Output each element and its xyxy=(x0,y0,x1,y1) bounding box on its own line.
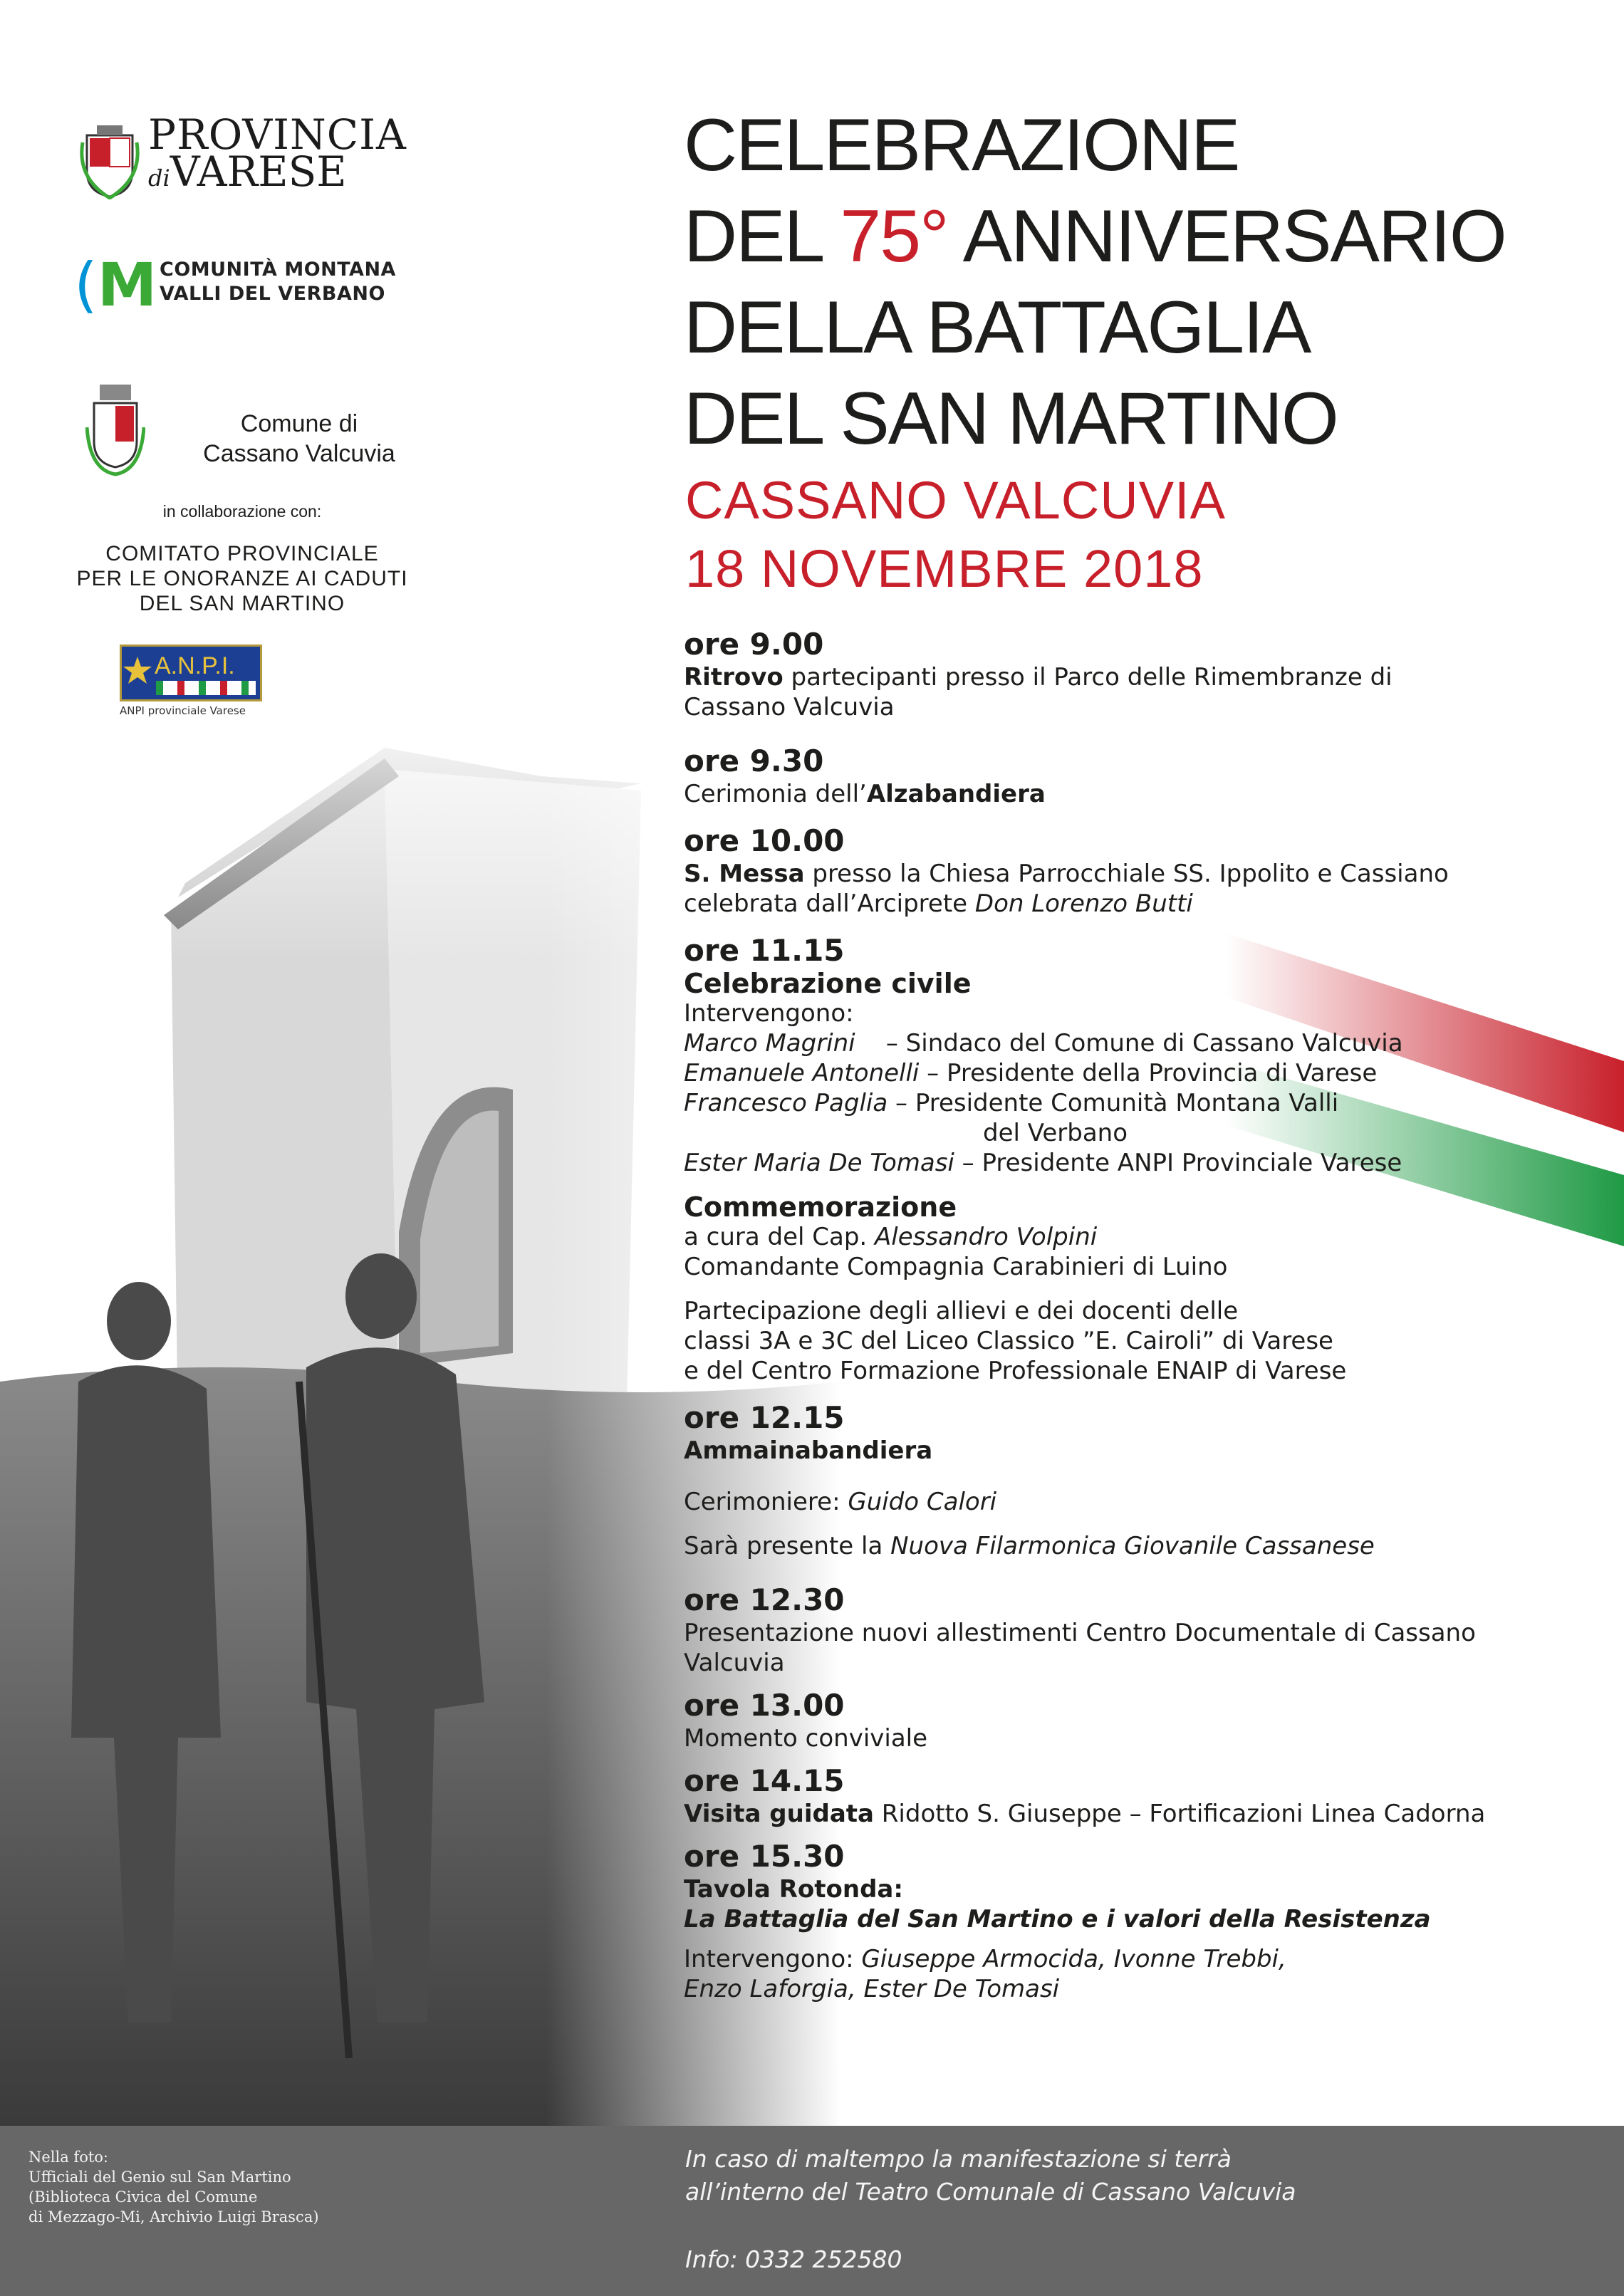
footer-band xyxy=(0,2126,1624,2296)
ritrovo-text: partecipanti presso il Parco delle Rimembranze di xyxy=(783,663,1393,692)
filarmonica xyxy=(684,1531,1560,1561)
comitato-name xyxy=(50,541,434,616)
speaker-4-role: – Presidente ANPI Provinciale Varese xyxy=(954,1149,1402,1177)
tavola-speakers-2: Enzo Laforgia, Ester De Tomasi xyxy=(684,1975,1060,2003)
partecipazione xyxy=(684,1296,1560,1386)
cm-line1: COMUNITÀ MONTANA xyxy=(160,259,396,281)
program-item-1115 xyxy=(684,933,1560,1178)
title-line2-a: DEL xyxy=(684,195,840,278)
program-item-1215 xyxy=(684,1400,1560,1466)
comitato-line3: DEL SAN MARTINO xyxy=(139,592,345,615)
comitato-line1: COMITATO PROVINCIALE xyxy=(105,542,379,565)
time-1230: ore 12.30 xyxy=(684,1582,845,1617)
cerimoniere-label: Cerimoniere: xyxy=(684,1488,848,1516)
cerimonia-text: Cerimonia dell’ xyxy=(684,780,867,808)
caption-line4: di Mezzago-Mi, Archivio Luigi Brasca) xyxy=(28,2208,319,2225)
commemorazione-name: Alessandro Volpini xyxy=(875,1223,1098,1251)
provincia-di: di xyxy=(148,165,170,192)
cerimoniere-name: Guido Calori xyxy=(848,1488,997,1516)
provincia-varese: VARESE xyxy=(170,147,347,196)
commemorazione-text: a cura del Cap. xyxy=(684,1223,875,1251)
anpi-text: A.N.P.I. xyxy=(155,652,235,679)
program-item-1300 xyxy=(684,1688,1560,1753)
time-0900: ore 9.00 xyxy=(684,627,824,662)
anpi-logo xyxy=(120,645,269,724)
comunita-montana-logo xyxy=(74,250,409,320)
intervengono-label: Intervengono: xyxy=(684,999,854,1028)
photo-caption xyxy=(28,2147,319,2227)
presentazione-line2: Valcuvia xyxy=(684,1649,785,1677)
program-item-1230 xyxy=(684,1582,1560,1678)
comitato-line2: PER LE ONORANZE AI CADUTI xyxy=(76,567,408,590)
presentazione-line1: Presentazione nuovi allestimenti Centro Documentale di Cassano xyxy=(684,1619,1476,1647)
partecipazione-line2: classi 3A e 3C del Liceo Classico ”E. Cairoli” di Varese xyxy=(684,1327,1333,1355)
provincia-crest-icon xyxy=(80,121,140,199)
title-line1: CELEBRAZIONE xyxy=(684,104,1239,187)
info-phone: Info: 0332 252580 xyxy=(685,2245,902,2273)
tavola-rotonda-label: Tavola Rotonda: xyxy=(684,1875,903,1904)
cm-line2: VALLI DEL VERBANO xyxy=(160,283,385,305)
tavola-rotonda-topic: La Battaglia del San Martino e i valori della Resistenza xyxy=(684,1905,1431,1934)
messa-celebrant: Don Lorenzo Butti xyxy=(974,889,1193,918)
sara-presente-text: Sarà presente la xyxy=(684,1532,891,1560)
program-item-1000 xyxy=(684,823,1560,919)
commemorazione-role: Comandante Compagnia Carabinieri di Luino xyxy=(684,1253,1228,1281)
speaker-3-role: – Presidente Comunità Montana Valli xyxy=(888,1089,1339,1117)
provincia-varese-logo xyxy=(80,110,407,207)
title-line2-b: ANNIVERSARIO xyxy=(947,195,1506,278)
filarmonica-name: Nuova Filarmonica Giovanile Cassanese xyxy=(890,1532,1375,1560)
speaker-2-role: – Presidente della Provincia di Varese xyxy=(919,1059,1378,1087)
weather-note xyxy=(685,2143,1296,2208)
celebrazione-civile-label: Celebrazione civile xyxy=(684,968,972,999)
program-item-0930 xyxy=(684,743,1560,809)
time-1115: ore 11.15 xyxy=(684,933,845,968)
speaker-1-role: – Sindaco del Comune di Cassano Valcuvia xyxy=(855,1029,1403,1058)
speaker-4-name: Ester Maria De Tomasi xyxy=(684,1149,954,1177)
time-1000: ore 10.00 xyxy=(684,823,845,858)
time-0930: ore 9.30 xyxy=(684,743,824,778)
cerimoniere xyxy=(684,1487,1560,1517)
weather-note-line2: all’interno del Teatro Comunale di Cassano Valcuvia xyxy=(685,2178,1296,2206)
time-1530: ore 15.30 xyxy=(684,1839,845,1874)
partecipazione-line1: Partecipazione degli allievi e dei docenti delle xyxy=(684,1297,1239,1325)
speaker-2-name: Emanuele Antonelli xyxy=(684,1059,920,1087)
partecipazione-line3: e del Centro Formazione Professionale ENAIP di Varese xyxy=(684,1357,1347,1385)
program-item-1415 xyxy=(684,1763,1560,1829)
provincia-name: PROVINCIA xyxy=(148,110,407,159)
comune-line1: Comune di xyxy=(240,410,358,437)
time-1415: ore 14.15 xyxy=(684,1763,845,1798)
messa-text-2: celebrata dall’Arciprete xyxy=(684,889,975,918)
program-schedule xyxy=(684,627,1560,2004)
speaker-3-name: Francesco Paglia xyxy=(684,1089,888,1117)
title-75: 75° xyxy=(840,195,948,278)
visita-guidata-label: Visita guidata xyxy=(684,1800,874,1828)
tavola-speakers-1: Giuseppe Armocida, Ivonne Trebbi, xyxy=(861,1945,1286,1973)
commemorazione-label: Commemorazione xyxy=(684,1191,957,1223)
caption-line1: Nella foto: xyxy=(28,2149,109,2166)
event-date: 18 NOVEMBRE 2018 xyxy=(685,539,1204,598)
alzabandiera-label: Alzabandiera xyxy=(866,780,1046,808)
visita-guidata-text: Ridotto S. Giuseppe – Fortificazioni Linea Cadorna xyxy=(873,1800,1486,1828)
event-place-date xyxy=(685,466,1226,603)
ammainabandiera-label: Ammainabandiera xyxy=(684,1436,933,1465)
ritrovo-label: Ritrovo xyxy=(684,663,784,692)
messa-text: presso la Chiesa Parrocchiale SS. Ippolito e Cassiano xyxy=(804,860,1449,888)
tavola-intervengono-label: Intervengono: xyxy=(684,1945,862,1973)
time-1300: ore 13.00 xyxy=(684,1688,845,1723)
collaboration-label: in collaborazione con: xyxy=(162,502,322,521)
messa-label: S. Messa xyxy=(684,860,805,888)
program-item-1530 xyxy=(684,1839,1560,2004)
caption-line3: (Biblioteca Civica del Comune xyxy=(28,2188,258,2206)
comune-line2: Cassano Valcuvia xyxy=(203,440,395,467)
speaker-1-name: Marco Magrini xyxy=(684,1029,855,1058)
time-1215: ore 12.15 xyxy=(684,1400,845,1435)
conviviale-text: Momento conviviale xyxy=(684,1724,928,1753)
program-item-0900 xyxy=(684,627,1560,722)
title-line4: DEL SAN MARTINO xyxy=(684,377,1338,460)
event-place: CASSANO VALCUVIA xyxy=(685,471,1226,530)
comune-cassano-logo xyxy=(85,377,413,484)
commemorazione xyxy=(684,1192,1560,1282)
title-line3: DELLA BATTAGLIA xyxy=(684,286,1311,369)
comunita-montana-mark-icon: (M xyxy=(74,250,157,320)
event-title xyxy=(684,100,1506,464)
comune-crest-icon xyxy=(85,385,145,463)
caption-line2: Ufficiali del Genio sul San Martino xyxy=(28,2169,291,2186)
speaker-3-role-cont: del Verbano xyxy=(983,1119,1128,1147)
anpi-label: ANPI provinciale Varese xyxy=(120,704,246,717)
weather-note-line1: In caso di maltempo la manifestazione si terrà xyxy=(685,2145,1232,2173)
ritrovo-text-2: Cassano Valcuvia xyxy=(684,693,895,721)
